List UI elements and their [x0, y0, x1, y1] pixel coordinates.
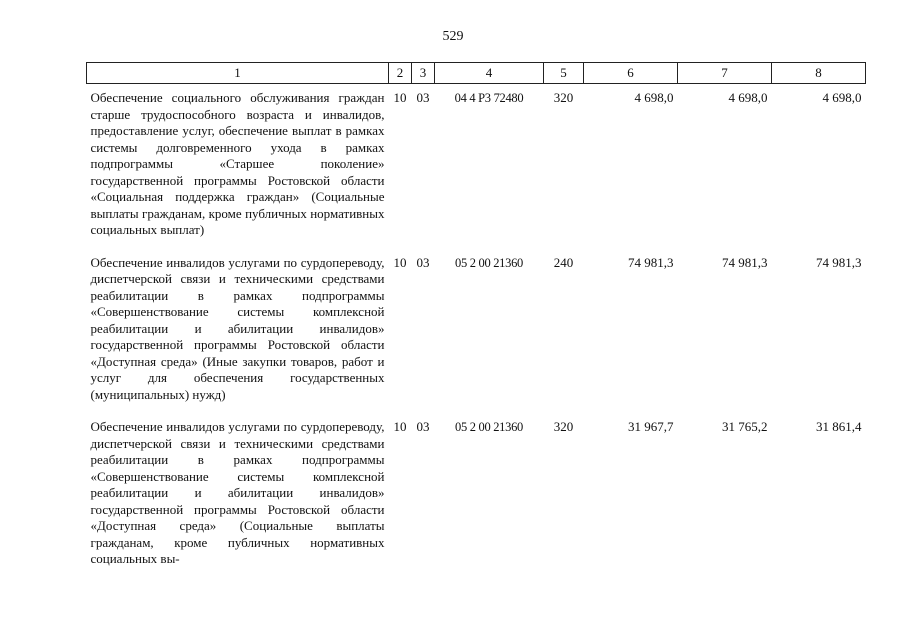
column-header-5: 5	[544, 63, 584, 84]
row-description: Обеспечение инвалидов услугами по сурдопереводу, диспетчерской связи и техническими средствами реабилитации в рамках подпрограммы «Совершенствование системы комплексной реабилитации и абилитации инвалидов» государственной программы Ростовской области «Доступная среда» (Социальные выплаты гражданам, кроме публичных нормативных социальных вы-	[90, 419, 385, 566]
budget-table	[86, 62, 866, 578]
row-section: 10	[393, 419, 407, 434]
row-amount-1: 4 698,0	[634, 90, 674, 105]
row-amount-1: 31 967,7	[628, 419, 674, 434]
table-row	[87, 84, 866, 249]
row-expense-type: 320	[553, 419, 574, 434]
table-body	[87, 84, 866, 578]
row-target-article: 05 2 00 21360	[455, 255, 523, 270]
table-row	[87, 249, 866, 414]
row-amount-1: 74 981,3	[628, 254, 674, 270]
row-amount-3: 74 981,3	[816, 254, 862, 270]
row-amount-2: 74 981,3	[722, 254, 768, 270]
column-header-1: 1	[87, 63, 389, 84]
row-amount-2: 31 765,2	[722, 419, 768, 434]
row-target-article: 05 2 00 21360	[455, 420, 523, 434]
row-description: Обеспечение инвалидов услугами по сурдопереводу, диспетчерской связи и техническими средствами реабилитации в рамках подпрограммы «Совершенствование системы комплексной реабилитации и абилитации инвалидов» государственной программы Ростовской области «Доступная среда» (Иные закупки товаров, работ и услуг для обеспечения государственных (муниципальных) нужд)	[90, 254, 385, 402]
row-expense-type: 240	[553, 254, 574, 270]
row-amount-3: 31 861,4	[816, 419, 862, 434]
row-subsection: 03	[416, 254, 430, 270]
row-subsection: 03	[416, 419, 430, 434]
header-row	[87, 63, 866, 84]
row-expense-type: 320	[553, 90, 574, 105]
column-header-4: 4	[435, 63, 544, 84]
column-header-7: 7	[678, 63, 772, 84]
table-row	[87, 413, 866, 578]
row-amount-3: 4 698,0	[822, 90, 862, 105]
column-header-3: 3	[412, 63, 435, 84]
row-section: 10	[393, 90, 407, 105]
table-header	[87, 63, 866, 84]
row-amount-2: 4 698,0	[728, 90, 768, 105]
column-header-2: 2	[389, 63, 412, 84]
row-description: Обеспечение социального обслуживания граждан старше трудоспособного возраста и инвалидов, предоставление услуг, обеспечение выплат в рамках системы долговременного ухода в рамках подпрограммы «Старшее поколение» государственной программы Ростовской области «Социальная поддержка граждан» (Социальные выплаты гражданам, кроме публичных нормативных социальных выплат)	[90, 90, 385, 237]
row-section: 10	[393, 254, 407, 270]
row-target-article: 04 4 P3 72480	[454, 91, 524, 105]
page-number: 529	[442, 29, 464, 44]
column-header-8: 8	[772, 63, 866, 84]
row-subsection: 03	[416, 90, 430, 105]
column-header-6: 6	[584, 63, 678, 84]
